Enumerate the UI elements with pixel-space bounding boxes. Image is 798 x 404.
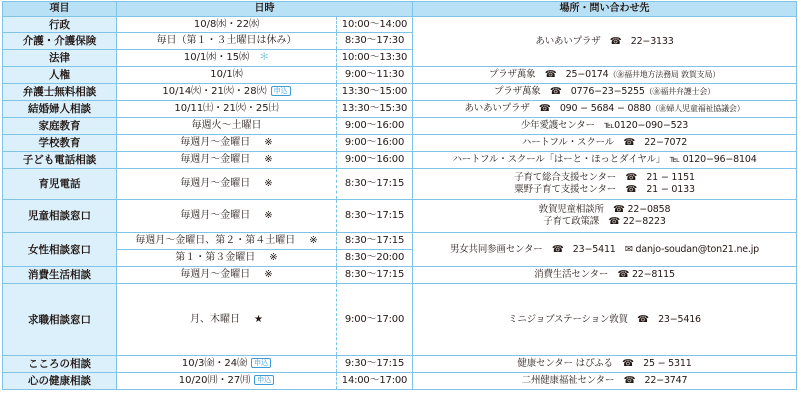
table-row (3, 169, 797, 200)
category-cell: 人権 (3, 67, 117, 84)
contact-cell (413, 233, 797, 267)
category-cell: 女性相談窓口 (3, 233, 117, 267)
note-mark: ※ (264, 178, 273, 189)
time-cell: 9:00〜16:00 (337, 118, 413, 135)
table-row (3, 84, 797, 101)
note-mark: ※ (264, 210, 273, 221)
contact-note: （㊎福井弁護士会） (644, 87, 715, 96)
table-header-row (3, 2, 797, 17)
time-cell: 9:00〜16:00 (337, 152, 413, 169)
note-mark: ※ (264, 269, 273, 280)
date-text: 10/14㈫・21㈫・28㈫ (162, 86, 267, 97)
contact-text: 敦賀児童相談所 ☎ 22−0858 (538, 204, 671, 215)
contact-text: あいあいプラザ ☎ 22−3133 (535, 35, 674, 47)
table-row (3, 373, 797, 390)
contact-text: 健康センター はぴふる ☎ 25 − 5311 (517, 358, 692, 369)
time-cell: 8:30〜17:15 (337, 169, 413, 200)
contact-cell (413, 135, 797, 152)
category-cell: 行政 (3, 17, 117, 33)
category-cell: 育児電話 (3, 169, 117, 200)
date-text: 10/8㈬・22㈬ (193, 18, 260, 30)
time-cell: 9:00〜11:30 (337, 67, 413, 84)
contact-text: ハートフル・スクール ☎ 22−7072 (521, 137, 688, 148)
note-mark: ※ (264, 137, 273, 148)
date-text: 毎週月〜金曜日 (180, 210, 251, 221)
contact-text-2: 子育て政策課 ☎ 22−8223 (543, 216, 666, 227)
date-cell (117, 17, 337, 33)
category-cell: 消費生活相談 (3, 267, 117, 284)
table-row (3, 267, 797, 284)
date-text: 毎週月〜金曜日 (180, 154, 251, 165)
table-row (3, 233, 797, 250)
date-text: 毎週月〜金曜日 (180, 178, 251, 189)
contact-text: 少年愛護センター ℡0120−090−523 (520, 120, 689, 131)
date-text: 毎週月〜金曜日、第２・第４土曜日 (135, 235, 296, 246)
category-cell: 法律 (3, 50, 117, 67)
date-cell (117, 135, 337, 152)
contact-text: 男女共同参画センター ☎ 23−5411 ✉ danjo-soudan@ton21.ne.jp (449, 243, 760, 255)
date-cell (117, 33, 337, 50)
contact-note: （㊎福井地方法務局 敦賀支局） (608, 70, 721, 79)
date-cell (117, 200, 337, 233)
date-text: 10/20㈪・27㈪ (178, 375, 251, 386)
category-cell: 心の健康相談 (3, 373, 117, 390)
category-cell: 結婚婦人相談 (3, 101, 117, 118)
date-cell (117, 233, 337, 250)
contact-text: あいあいプラザ ☎ 090 − 5684 − 0880 (464, 103, 651, 114)
time-cell: 10:00〜13:30 (337, 50, 413, 67)
contact-cell (413, 373, 797, 390)
time-cell: 9:00〜16:00 (337, 135, 413, 152)
asterisk-mark: ＊ (259, 52, 270, 63)
contact-cell (413, 356, 797, 373)
date-cell (117, 267, 337, 284)
application-badge: 申込 (271, 86, 291, 96)
date-text: 10/3㈮・24㈮ (181, 358, 248, 369)
contact-text: 消費生活センター ☎ 22−8115 (534, 269, 675, 280)
time-cell: 13:30〜15:30 (337, 101, 413, 118)
contact-cell (413, 169, 797, 200)
contact-note: （㊎婦人児童福祉協議会） (650, 104, 745, 113)
contact-text-2: 粟野子育て支援センター ☎ 21 − 0133 (514, 184, 695, 195)
date-text: 10/1㈬・15㈬ (183, 52, 250, 63)
table-row (3, 101, 797, 118)
time-cell: 10:00〜14:00 (337, 17, 413, 33)
contact-cell (413, 118, 797, 135)
date-text: 毎日（第１・３土曜日は休み） (156, 35, 297, 46)
contact-cell (413, 17, 797, 67)
date-cell (117, 152, 337, 169)
application-badge: 申込 (254, 375, 274, 385)
contact-text: ハートフル・スクール「はーと・ほっとダイヤル」 ℡ 0120−96−8104 (452, 154, 757, 165)
consultation-schedule-table (2, 1, 797, 390)
date-cell (117, 356, 337, 373)
header-datetime: 日時 (117, 2, 413, 17)
category-cell: こころの相談 (3, 356, 117, 373)
date-text: 10/11㈯・21㈫・25㈯ (174, 103, 279, 114)
contact-text: プラザ萬象 ☎ 0776−23−5255 (494, 86, 645, 97)
time-cell: 14:00〜17:00 (337, 373, 413, 390)
category-cell: 学校教育 (3, 135, 117, 152)
table-row (3, 284, 797, 356)
time-cell: 8:30〜17:15 (337, 267, 413, 284)
contact-cell (413, 152, 797, 169)
table-row (3, 17, 797, 33)
category-cell: 子ども電話相談 (3, 152, 117, 169)
time-cell: 13:30〜15:00 (337, 84, 413, 101)
time-cell: 9:00〜17:00 (337, 284, 413, 356)
category-cell: 求職相談窓口 (3, 284, 117, 356)
note-mark: ※ (309, 235, 318, 246)
contact-text: 子育て総合支援センター ☎ 21 − 1151 (514, 172, 695, 183)
table-row (3, 200, 797, 233)
date-cell (117, 84, 337, 101)
category-cell: 弁護士無料相談 (3, 84, 117, 101)
contact-cell (413, 84, 797, 101)
date-cell (117, 118, 337, 135)
contact-text: プラザ萬象 ☎ 25−0174 (488, 69, 609, 80)
category-cell: 児童相談窓口 (3, 200, 117, 233)
date-cell (117, 373, 337, 390)
contact-cell (413, 67, 797, 84)
contact-text: 二州健康福祉センター ☎ 22−3747 (521, 375, 688, 386)
contact-cell (413, 200, 797, 233)
date-text: 毎週月〜金曜日 (180, 137, 251, 148)
date-text: 月、木曜日 (190, 313, 241, 325)
date-cell (117, 50, 337, 67)
note-mark: ※ (264, 154, 273, 165)
table-row (3, 67, 797, 84)
table-row (3, 152, 797, 169)
date-text: 毎週月〜金曜日 (180, 269, 251, 280)
date-cell (117, 67, 337, 84)
category-cell: 家庭教育 (3, 118, 117, 135)
time-cell: 8:30〜17:15 (337, 200, 413, 233)
contact-cell (413, 101, 797, 118)
star-mark: ★ (254, 313, 263, 325)
table-row (3, 118, 797, 135)
contact-cell (413, 284, 797, 356)
date-cell (117, 101, 337, 118)
date-cell (117, 284, 337, 356)
contact-text: ミニジョブステーション敦賀 ☎ 23−5416 (508, 313, 701, 325)
time-cell: 8:30〜20:00 (337, 250, 413, 267)
application-badge: 申込 (251, 358, 271, 368)
category-cell: 介護・介護保険 (3, 33, 117, 50)
date-cell (117, 169, 337, 200)
time-cell: 8:30〜17:15 (337, 233, 413, 250)
time-cell: 8:30〜17:30 (337, 33, 413, 50)
date-text: 10/1㈬ (210, 69, 243, 80)
note-mark: ※ (269, 252, 278, 263)
contact-cell (413, 267, 797, 284)
time-cell: 9:30〜17:15 (337, 356, 413, 373)
date-text: 第１・第３金曜日 (175, 252, 256, 263)
table-row (3, 356, 797, 373)
header-place: 場所・問い合わせ先 (413, 2, 797, 17)
date-cell (117, 250, 337, 267)
header-item: 項目 (3, 2, 117, 17)
date-text: 毎週火〜土曜日 (191, 120, 262, 131)
table-row (3, 135, 797, 152)
